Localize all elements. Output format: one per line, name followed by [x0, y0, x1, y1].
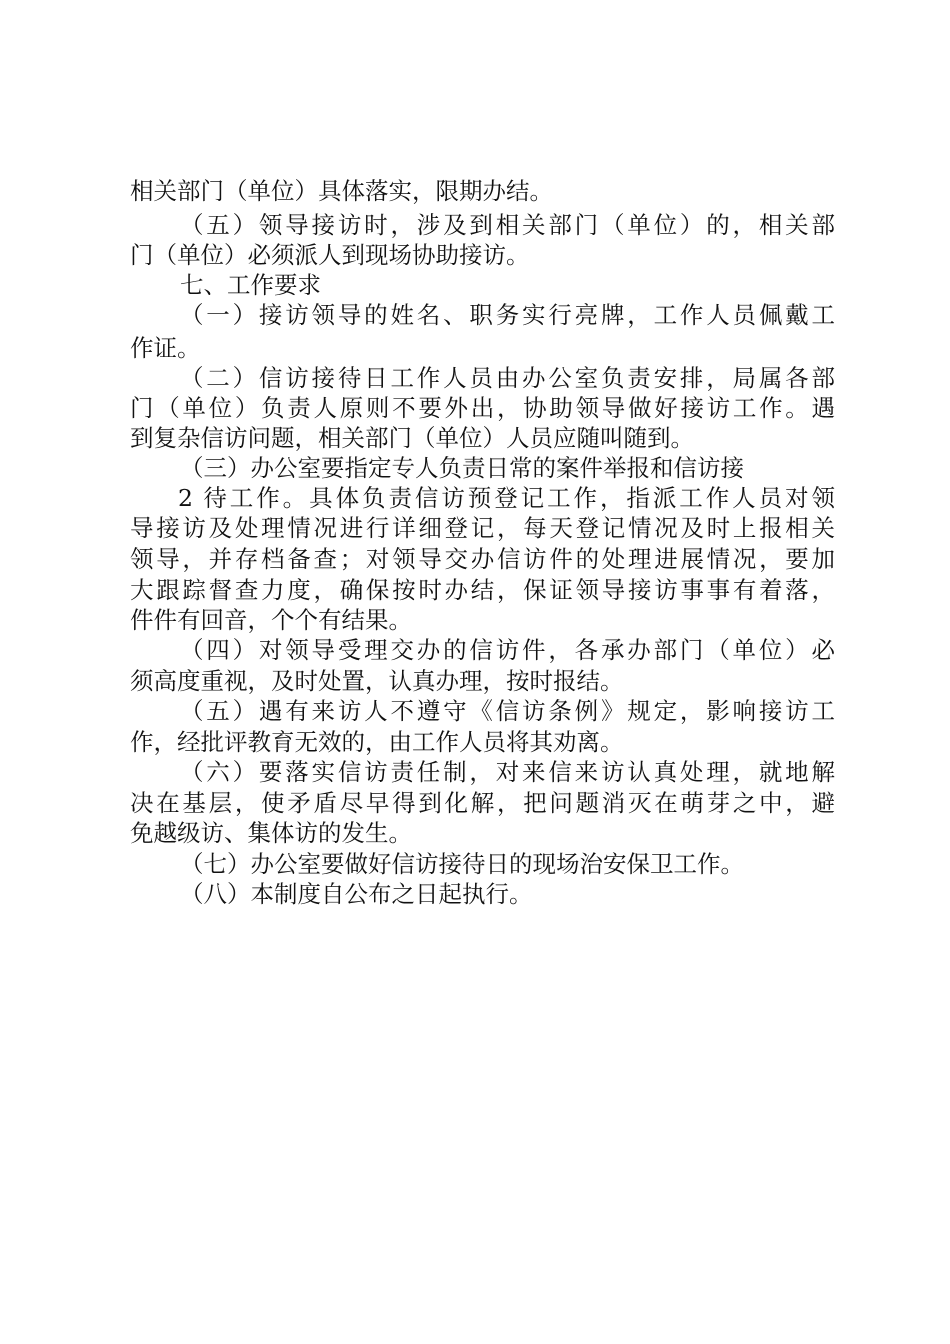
- paragraph-line: 相关部门（单位）具体落实，限期办结。: [130, 177, 553, 205]
- section-heading: 七、工作要求: [180, 271, 321, 299]
- paragraph-line: 2 待工作。具体负责信访预登记工作，指派工作人员对领: [178, 484, 835, 512]
- paragraph-line: 作证。: [130, 334, 201, 362]
- paragraph-line: 门（单位）必须派人到现场协助接访。: [130, 241, 530, 269]
- paragraph-line: （四）对领导受理交办的信访件，各承办部门（单位）必: [180, 636, 835, 664]
- paragraph-line: 导接访及处理情况进行详细登记，每天登记情况及时上报相关: [130, 514, 835, 542]
- paragraph-line: （五）领导接访时，涉及到相关部门（单位）的，相关部: [180, 211, 835, 239]
- paragraph-line: （一）接访领导的姓名、职务实行亮牌，工作人员佩戴工: [180, 301, 835, 329]
- paragraph-line: 免越级访、集体访的发生。: [130, 819, 412, 847]
- paragraph-line: 到复杂信访问题，相关部门（单位）人员应随叫随到。: [130, 424, 694, 452]
- paragraph-line: （七）办公室要做好信访接待日的现场治安保卫工作。: [180, 850, 744, 878]
- paragraph-line: 领导，并存档备查；对领导交办信访件的处理进展情况，要加: [130, 545, 835, 573]
- paragraph-line: 件件有回音，个个有结果。: [130, 606, 412, 634]
- paragraph-line: 须高度重视，及时处置，认真办理，按时报结。: [130, 667, 624, 695]
- paragraph-line: 大跟踪督查力度，确保按时办结，保证领导接访事事有着落，: [130, 576, 835, 604]
- paragraph-line: （五）遇有来访人不遵守《信访条例》规定，影响接访工: [180, 697, 835, 725]
- paragraph-line: （六）要落实信访责任制，对来信来访认真处理，就地解: [180, 758, 835, 786]
- paragraph-line: （八）本制度自公布之日起执行。: [180, 880, 533, 908]
- paragraph-line: 决在基层，使矛盾尽早得到化解，把问题消灭在萌芽之中，避: [130, 789, 835, 817]
- paragraph-line: 作，经批评教育无效的，由工作人员将其劝离。: [130, 728, 624, 756]
- paragraph-line: 门（单位）负责人原则不要外出，协助领导做好接访工作。遇: [130, 394, 835, 422]
- paragraph-line: （二）信访接待日工作人员由办公室负责安排，局属各部: [180, 364, 835, 392]
- paragraph-line: （三）办公室要指定专人负责日常的案件举报和信访接: [180, 454, 744, 482]
